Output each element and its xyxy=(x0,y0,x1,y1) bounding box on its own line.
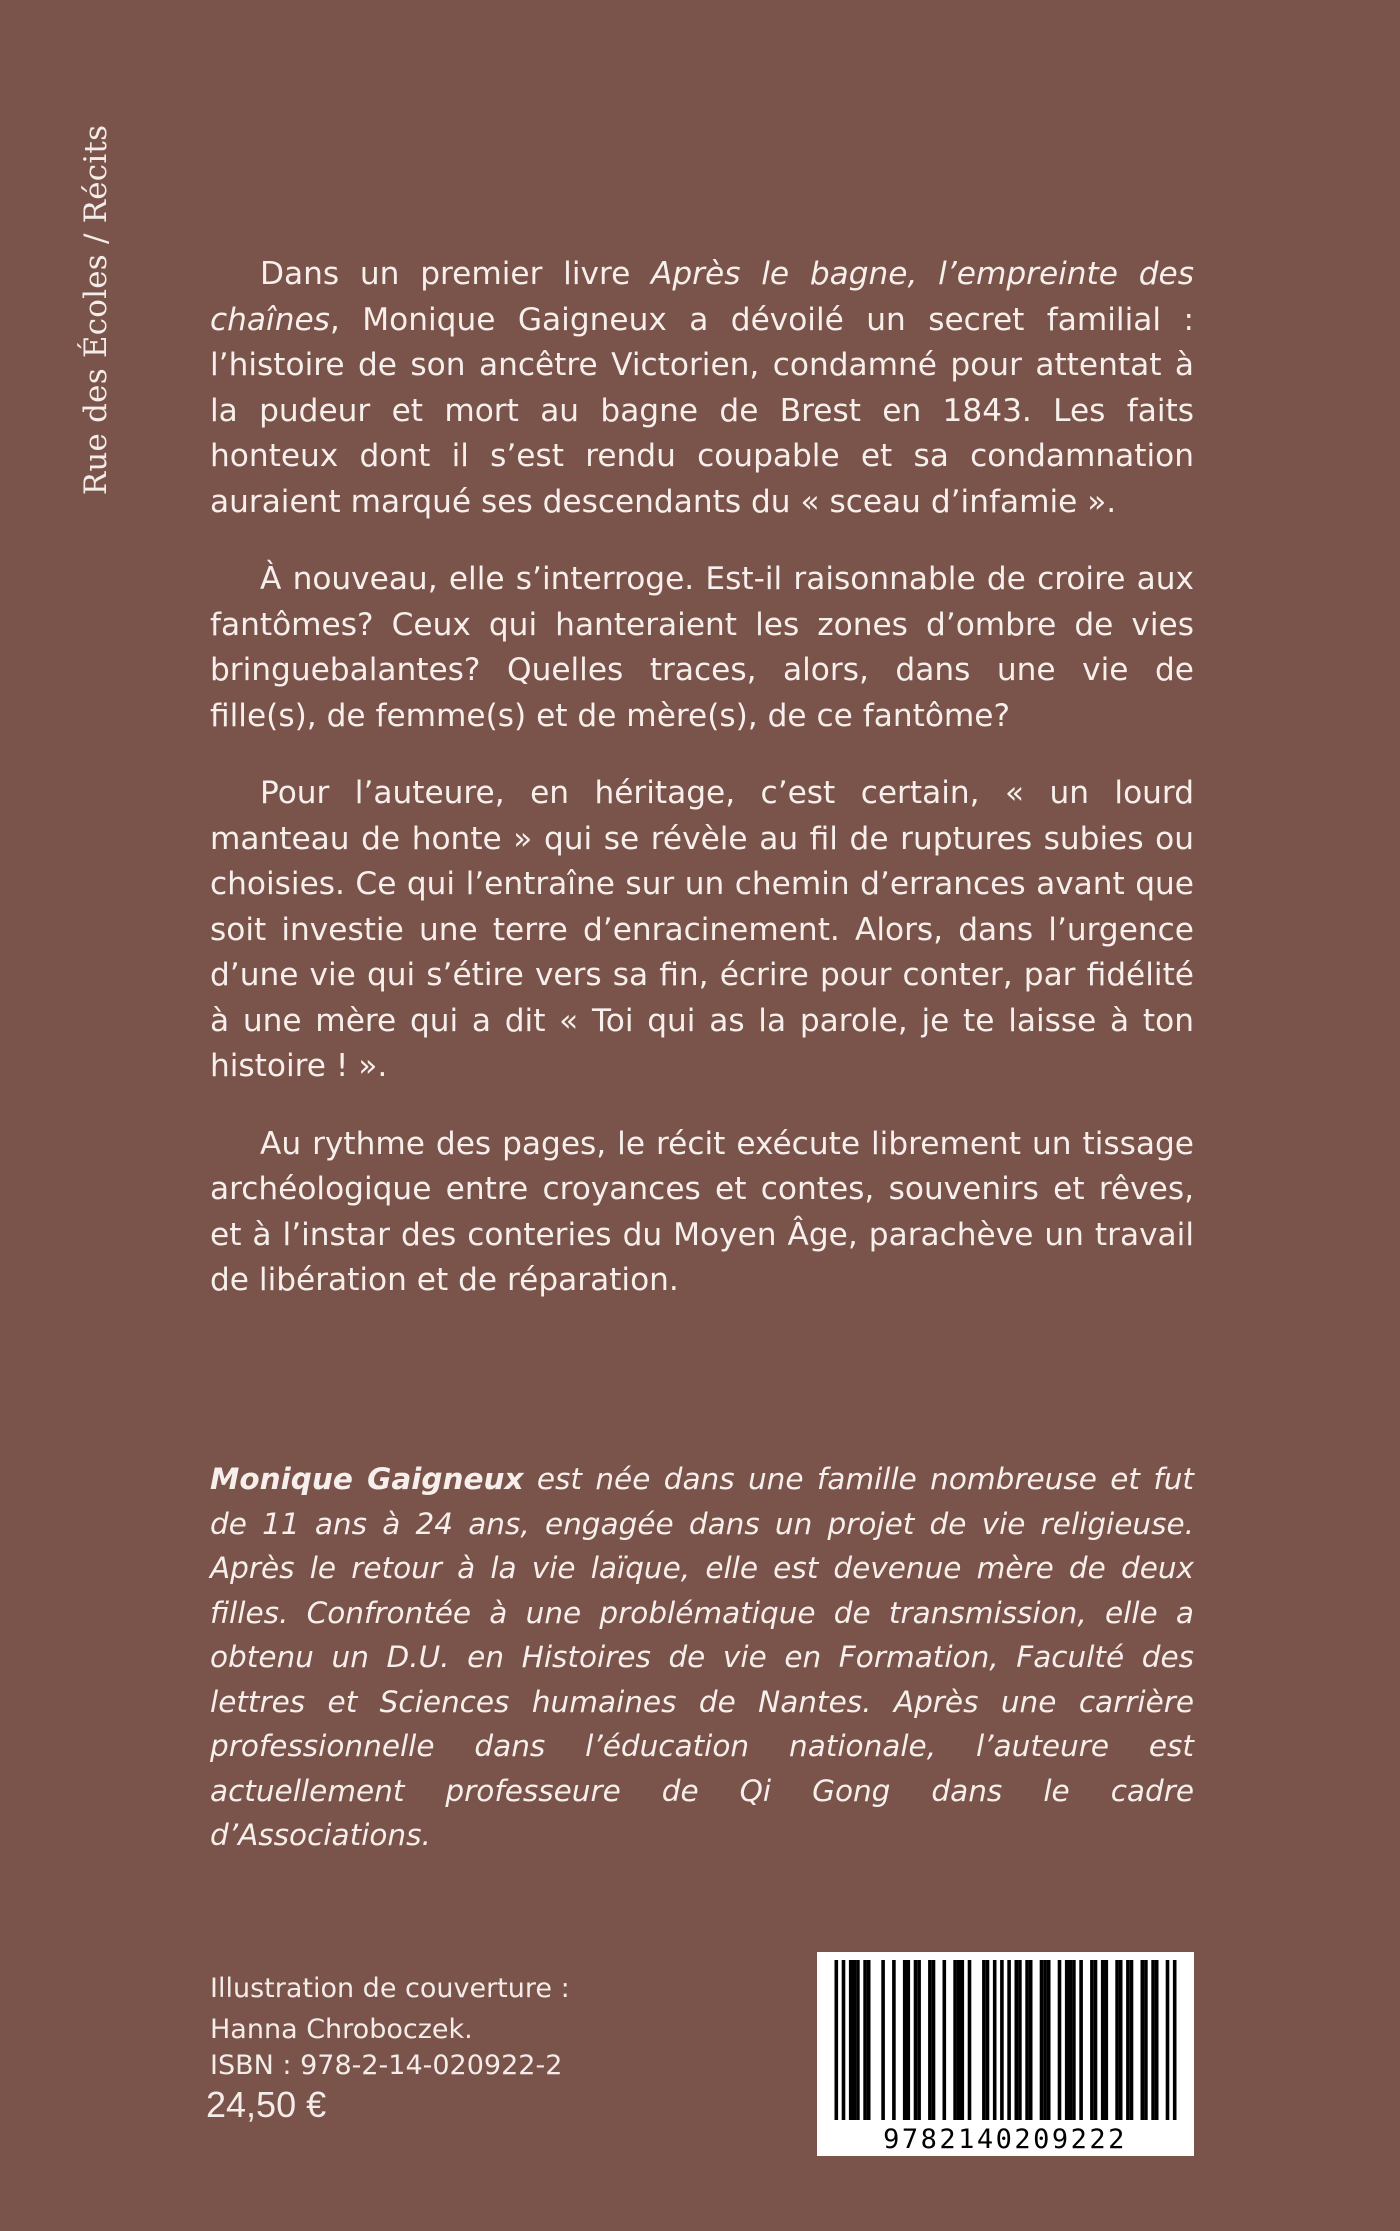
barcode-bar xyxy=(1040,1960,1044,2120)
barcode-bar xyxy=(968,1960,972,2120)
barcode-bar xyxy=(1029,1960,1033,2120)
barcode-bars xyxy=(835,1960,1177,2120)
barcode-image xyxy=(817,1952,1194,2156)
barcode-bar xyxy=(1090,1960,1094,2120)
blurb-paragraph-2: À nouveau, elle s’interroge. Est-il raisonnable de croire aux fantômes? Ceux qui hanteraient les zones d’ombre de vies bringuebalantes? Quelles traces, alors, dans une vie de fille(s), de femme(s) et de mère(s), de ce fantôme? xyxy=(210,561,1194,734)
barcode-bar xyxy=(1047,1960,1051,2120)
barcode-bar xyxy=(993,1960,997,2120)
barcode-bar xyxy=(1105,1960,1109,2120)
barcode-bar xyxy=(1025,1960,1029,2120)
illustration-artist: Hanna Chroboczek. xyxy=(210,2014,473,2045)
barcode-bar xyxy=(1144,1960,1148,2120)
barcode-bar xyxy=(1115,1960,1119,2120)
blurb-paragraph-1 xyxy=(210,252,1194,525)
barcode-bar xyxy=(1173,1960,1177,2120)
blurb-p1-rest: , Monique Gaigneux a dévoilé un secret familial : l’histoire de son ancêtre Victorien, condamné pour attentat à la pudeur et mort au bagne de Brest en 1843. Les faits honteux dont il s’est rendu coupable et sa condamnation auraient marqué ses descendants du « sceau d’infamie ». xyxy=(210,301,1194,520)
barcode-bar xyxy=(1058,1960,1062,2120)
barcode-bar xyxy=(957,1960,961,2120)
barcode-bar xyxy=(867,1960,871,2120)
barcode-bar xyxy=(903,1960,907,2120)
barcode-bar xyxy=(907,1960,911,2120)
series-label-text: Rue des Écoles / Récits xyxy=(78,124,114,496)
barcode-bar xyxy=(892,1960,896,2120)
blurb-paragraph-3: Pour l’auteure, en héritage, c’est certain, « un lourd manteau de honte » qui se révèle au fil de ruptures subies ou choisies. Ce qui l’entraîne sur un chemin d’errances avant que soit investie une terre d’enracinement. Alors, dans l’urgence d’une vie qui s’étire vers sa fin, écrire pour conter, par fidélité à une mère qui a dit « Toi qui as la parole, je te laisse à ton histoire ! ». xyxy=(210,775,1194,1084)
book-title-reference: Après le bagne, l’empreinte des chaînes xyxy=(210,256,1194,338)
barcode-bar xyxy=(856,1960,860,2120)
barcode-bar xyxy=(986,1960,990,2120)
barcode-bar xyxy=(863,1960,867,2120)
author-bio-text: est née dans une famille nombreuse et fut de 11 ans à 24 ans, engagée dans un projet de vie religieuse. Après le retour à la vie laïque, elle est devenue mère de deux filles. Confrontée à une problématique de transmission, elle a obtenu un D.U. en Histoires de vie en Formation, Faculté des lettres et Sciences humaines de Nantes. Après une carrière professionnelle dans l’éducation nationale, l’auteure est actuellement professeure de Qi Gong dans le cadre d’Associations. xyxy=(210,1462,1194,1852)
series-label xyxy=(68,100,124,520)
barcode-bar xyxy=(835,1960,839,2120)
barcode-bar xyxy=(1155,1960,1159,2120)
barcode-bar xyxy=(1126,1960,1130,2120)
back-cover-blurb xyxy=(210,252,1194,1304)
barcode-bar xyxy=(961,1960,965,2120)
barcode-bar xyxy=(1119,1960,1123,2120)
barcode-bar xyxy=(917,1960,921,2120)
barcode-bar xyxy=(1069,1960,1073,2120)
barcode-bar xyxy=(932,1960,936,2120)
author-bio xyxy=(210,1457,1194,1858)
barcode xyxy=(817,1952,1194,2156)
barcode-bar xyxy=(982,1960,986,2120)
blurb-paragraph-4: Au rythme des pages, le récit exécute librement un tissage archéologique entre croyances et contes, souvenirs et rêves, et à l’instar des conteries du Moyen Âge, parachève un travail de libération et de réparation. xyxy=(210,1125,1194,1298)
price: 24,50 € xyxy=(206,2084,327,2125)
barcode-bar xyxy=(842,1960,846,2120)
barcode-bar xyxy=(1015,1960,1019,2120)
barcode-bar xyxy=(1018,1960,1022,2120)
barcode-bar xyxy=(1007,1960,1011,2120)
barcode-bar xyxy=(1079,1960,1083,2120)
barcode-bar xyxy=(1043,1960,1047,2120)
barcode-bar xyxy=(943,1960,947,2120)
illustration-label: Illustration de couverture : xyxy=(210,1973,570,2004)
barcode-bar xyxy=(853,1960,857,2120)
barcode-bar xyxy=(1000,1960,1004,2120)
barcode-bar xyxy=(1130,1960,1134,2120)
barcode-bar xyxy=(1166,1960,1170,2120)
barcode-bar xyxy=(849,1960,853,2120)
barcode-digits: 9782140209222 xyxy=(883,2124,1127,2155)
barcode-bar xyxy=(953,1960,957,2120)
isbn: ISBN : 978-2-14-020922-2 xyxy=(210,2050,563,2081)
barcode-bar xyxy=(1101,1960,1105,2120)
barcode-bar xyxy=(881,1960,885,2120)
barcode-bar xyxy=(1151,1960,1155,2120)
illustration-credit xyxy=(210,1968,570,2050)
barcode-bar xyxy=(1141,1960,1145,2120)
barcode-bar xyxy=(1094,1960,1098,2120)
barcode-bar xyxy=(914,1960,918,2120)
barcode-bar xyxy=(1065,1960,1069,2120)
blurb-p1-intro: Dans un premier livre xyxy=(260,256,652,292)
author-name: Monique Gaigneux xyxy=(210,1462,524,1496)
barcode-bar xyxy=(928,1960,932,2120)
barcode-bar xyxy=(1072,1960,1076,2120)
